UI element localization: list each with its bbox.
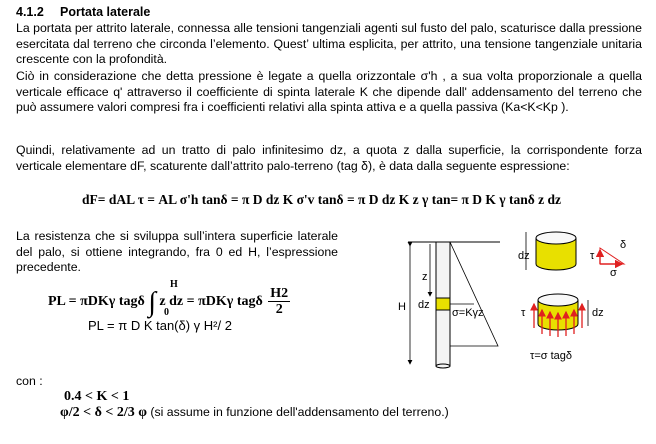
pile-diagram [390,228,652,370]
fraction-numerator: H2 [270,286,289,302]
cylinder-top-face [536,232,576,244]
label-tau-equation: τ=σ tagδ [530,350,573,362]
condition-delta-note: (si assume in funzione dell'addensamento del terreno.) [146,405,449,419]
integral-fraction [268,286,290,317]
paragraph-1: La portata per attrito laterale, connessa alle tensioni tangenziali agenti sul fusto del palo, scaturisce dalla pressione esercitata dal terreno che circonda l’elemento. Quest’ ultima esplicita, per attrito, una tensione tangenziale unitaria crescente con la profondità. [16,21,642,67]
fraction-denominator: 2 [275,302,283,318]
section-heading [16,5,150,19]
section-title: Portata laterale [60,5,151,19]
label-tau: τ [590,250,595,262]
section-number: 4.1.2 [16,5,44,19]
paragraph-2: Ciò in considerazione che detta pressione è legate a quella orizzontale σ'h , a sua volta proporzionale a quella verticale efficace q' attraverso il coefficiente di spinta laterale K che dipende dall' addensamento del terreno che può assumere valori compresi fra i coefficienti relativi alla spinta attiva e a quella passiva (Ka<K<Kp ). [16,69,642,115]
label-z: z [422,271,428,283]
paragraph-4: La resistenza che si sviluppa sull’intera superficie laterale del palo, si ottiene integrando, fra 0 ed H, l’espressione precedente. [16,229,338,275]
cylinder-bottom-face [538,294,578,306]
label-dz: dz [418,299,430,311]
label-dz-top: dz [518,250,530,262]
integral-lhs: PL = πDKγ tagδ [48,294,145,309]
integral-upper-limit: H [170,279,178,290]
formula-pl: PL = π D K tan(δ) γ H²/ 2 [88,318,232,333]
integral-mid: z dz = πDKγ tagδ [159,294,263,309]
label-sigma: σ [610,267,617,279]
conditions-label: con : [16,374,43,388]
label-dz-bottom: dz [592,307,604,319]
pile-base [436,364,450,368]
paragraph-3: Quindi, relativamente ad un tratto di palo infinitesimo dz, a quota z dalla superficie, la corrispondente forza verticale elementare dF, scaturente dall’attrito palo-terreno (tag δ), è data dalla seguente espressione: [16,143,642,173]
label-h: H [398,301,406,313]
integral-lower-limit: 0 [164,307,169,318]
condition-delta [60,405,449,421]
condition-k: 0.4 < K < 1 [64,389,130,404]
formula-integral [48,281,290,317]
integral-sign: ∫ [148,287,156,318]
label-delta: δ [620,239,627,251]
formula-df: dF= dAL τ = AL σ'h tanδ = π D dz K σ'v tanδ = π D dz K z γ tan= π D K γ tanδ z dz [82,192,561,207]
pile-element [436,298,450,310]
label-sigma-kgz: σ=Kγz [452,307,484,319]
condition-delta-math: φ/2 < δ < 2/3 φ [60,405,147,420]
label-tau-bottom: τ [521,307,526,319]
pressure-triangle [450,242,498,346]
